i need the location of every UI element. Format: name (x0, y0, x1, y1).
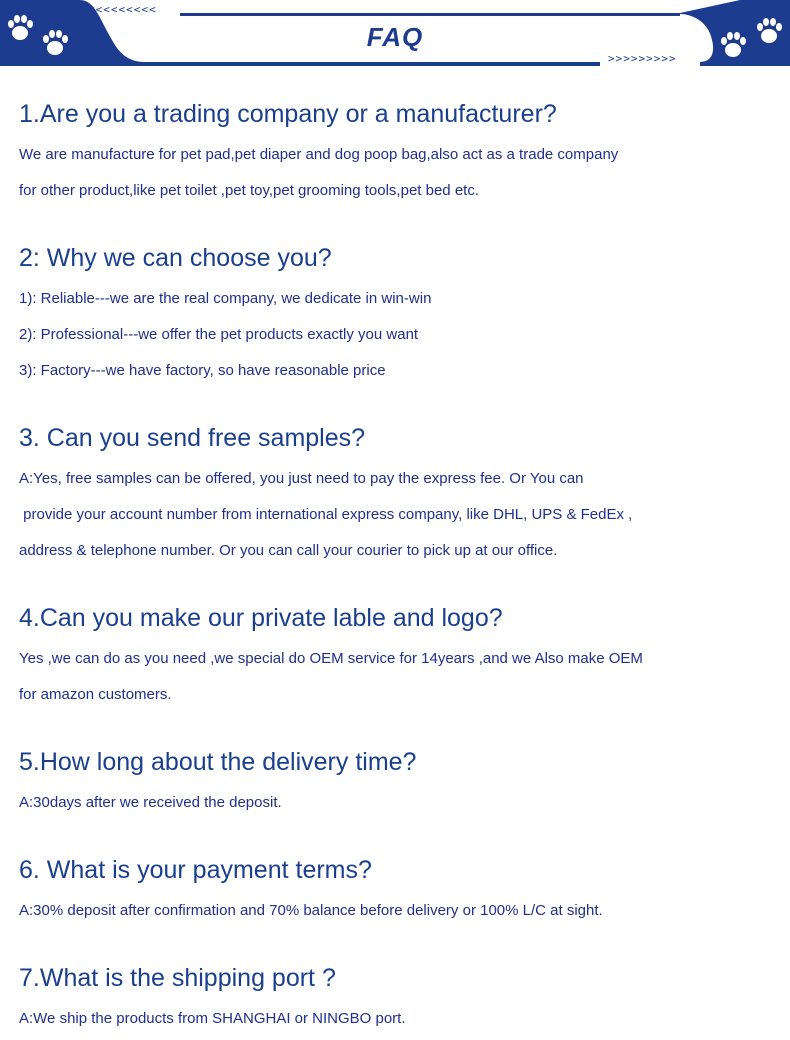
faq-answer-line: A:We ship the products from SHANGHAI or NINGBO port. (19, 1010, 406, 1027)
faq-question-7: 7.What is the shipping port ? (19, 964, 336, 992)
faq-question-4: 4.Can you make our private lable and logo? (19, 604, 503, 632)
faq-question-1: 1.Are you a trading company or a manufacturer? (19, 100, 557, 128)
faq-answer-line: We are manufacture for pet pad,pet diaper and dog poop bag,also act as a trade company (19, 146, 619, 163)
left-arrows-decoration: <<<<<<<<< (88, 3, 157, 16)
faq-question-2: 2: Why we can choose you? (19, 244, 332, 272)
faq-answer-line: A:Yes, free samples can be offered, you just need to pay the express fee. Or You can (19, 470, 584, 487)
faq-answer-line: for amazon customers. (19, 686, 172, 703)
right-arrows-decoration: >>>>>>>>> (608, 52, 677, 65)
page-title: FAQ (366, 22, 424, 52)
faq-question-3: 3. Can you send free samples? (19, 424, 366, 452)
faq-answer-line: 1): Reliable---we are the real company, we dedicate in win-win (19, 290, 432, 307)
faq-answer-line: Yes ,we can do as you need ,we special do OEM service for 14years ,and we Also make OEM (19, 650, 643, 667)
faq-answer-line: address & telephone number. Or you can call your courier to pick up at our office. (19, 542, 558, 559)
faq-answer-line: A:30% deposit after confirmation and 70% balance before delivery or 100% L/C at sight. (19, 902, 603, 919)
faq-answer-line: A:30days after we received the deposit. (19, 794, 282, 811)
faq-question-5: 5.How long about the delivery time? (19, 748, 417, 776)
faq-answer-line: provide your account number from international express company, like DHL, UPS & FedEx , (19, 506, 633, 523)
faq-answer-line: 2): Professional---we offer the pet products exactly you want (19, 326, 419, 343)
faq-answer-line: 3): Factory---we have factory, so have reasonable price (19, 362, 386, 379)
faq-question-6: 6. What is your payment terms? (19, 856, 372, 884)
faq-answer-line: for other product,like pet toilet ,pet toy,pet grooming tools,pet bed etc. (19, 182, 479, 199)
